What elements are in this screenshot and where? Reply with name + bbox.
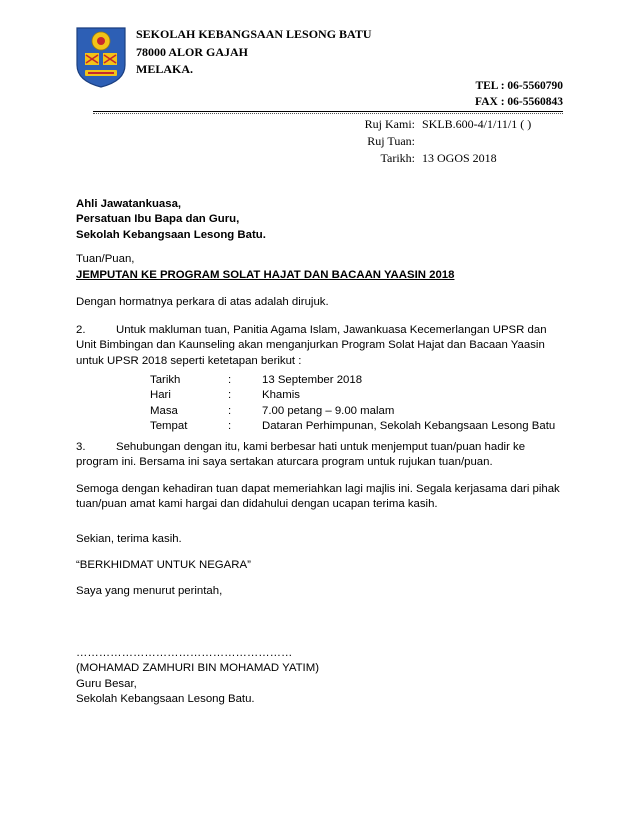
signatory-name: (MOHAMAD ZAMHURI BIN MOHAMAD YATIM) [76, 662, 319, 675]
signature-line: ………………………………………………… [76, 647, 293, 659]
detail-colon: : [228, 420, 232, 433]
paragraph-3 [76, 440, 576, 471]
signature-block [76, 646, 576, 708]
paragraph-line: Semoga dengan kehadiran tuan dapat memeriahkan lagi majlis ini. Segala kerjasama dari pihak [76, 483, 560, 495]
detail-value: 13 September 2018 [262, 374, 363, 386]
closing-line: Sekian, terima kasih. [76, 533, 182, 545]
ref-label: Ruj Kami: [364, 117, 415, 131]
detail-value: Khamis [262, 389, 300, 402]
detail-row-tempat [150, 419, 555, 434]
closing-paragraph [76, 482, 576, 513]
letterhead-divider [93, 111, 563, 112]
motto: “BERKHIDMAT UNTUK NEGARA” [76, 559, 251, 571]
detail-label: Tarikh [150, 374, 181, 386]
detail-value: 7.00 petang – 9.00 malam [262, 404, 395, 417]
event-details [150, 373, 555, 435]
sign-off: Saya yang menurut perintah, [76, 585, 223, 597]
letterhead-divider-dotted [93, 113, 563, 114]
opening-paragraph: Dengan hormatnya perkara di atas adalah dirujuk. [76, 296, 329, 308]
school-state-line: MELAKA. [136, 62, 193, 76]
tel-number: TEL : 06-5560790 [475, 80, 563, 92]
detail-colon: : [228, 374, 232, 386]
paragraph-line: untuk UPSR 2018 seperti ketetapan berikut : [76, 354, 302, 367]
ref-label: Ruj Tuan: [367, 134, 415, 148]
fax-number: FAX : 06-5560843 [475, 95, 563, 108]
letterhead-address [136, 26, 372, 79]
ref-row-kami [300, 116, 531, 133]
letter-subject: JEMPUTAN KE PROGRAM SOLAT HAJAT DAN BACAAN YAASIN 2018 [76, 269, 455, 281]
school-crest-icon [74, 25, 128, 89]
school-name-line: SEKOLAH KEBANGSAAN LESONG BATU [136, 27, 372, 41]
paragraph-line: Unit Bimbingan dan Kaunseling akan menganjurkan Program Solat Hajat dan Bacaan Yaasin [76, 339, 545, 352]
paragraph-line: program ini. Bersama ini saya sertakan aturcara program untuk rujukan tuan/puan. [76, 456, 493, 469]
ref-label: Tarikh: [380, 151, 415, 165]
letterhead-contact [475, 79, 563, 110]
reference-block [300, 116, 531, 167]
recipient-line: Sekolah Kebangsaan Lesong Batu. [76, 228, 266, 241]
ref-row-tarikh [300, 150, 531, 167]
school-postcode-line: 78000 ALOR GAJAH [136, 44, 249, 59]
paragraph-line: 3. Sehubungan dengan itu, kami berbesar hati untuk menjemput tuan/puan hadir ke [76, 440, 576, 455]
paragraph-line: tuan/puan amat kami hargai dan didahului dengan ucapan terima kasih. [76, 498, 438, 511]
detail-row-hari [150, 388, 555, 403]
detail-row-tarikh [150, 373, 555, 388]
detail-label: Masa [150, 404, 178, 417]
ref-value: SKLB.600-4/1/11/1 ( ) [422, 117, 532, 131]
detail-value: Dataran Perhimpunan, Sekolah Kebangsaan Lesong Batu [262, 420, 556, 433]
paragraph-line: 2. Untuk makluman tuan, Panitia Agama Islam, Jawankuasa Kecemerlangan UPSR dan [76, 323, 576, 338]
recipient-block [76, 197, 576, 243]
ref-value: 13 OGOS 2018 [422, 151, 497, 165]
recipient-line: Persatuan Ibu Bapa dan Guru, [76, 213, 240, 226]
signatory-school: Sekolah Kebangsaan Lesong Batu. [76, 693, 255, 706]
detail-label: Hari [150, 389, 171, 402]
paragraph-number: 2. [76, 324, 86, 336]
paragraph-number: 3. [76, 441, 86, 453]
paragraph-2 [76, 323, 576, 369]
recipient-line: Ahli Jawatankuasa, [76, 198, 182, 210]
detail-colon: : [228, 389, 232, 402]
detail-row-masa [150, 404, 555, 419]
signatory-title: Guru Besar, [76, 677, 137, 690]
detail-label: Tempat [150, 420, 188, 433]
ref-row-tuan [300, 133, 531, 150]
salutation: Tuan/Puan, [76, 253, 135, 265]
detail-colon: : [228, 404, 232, 417]
